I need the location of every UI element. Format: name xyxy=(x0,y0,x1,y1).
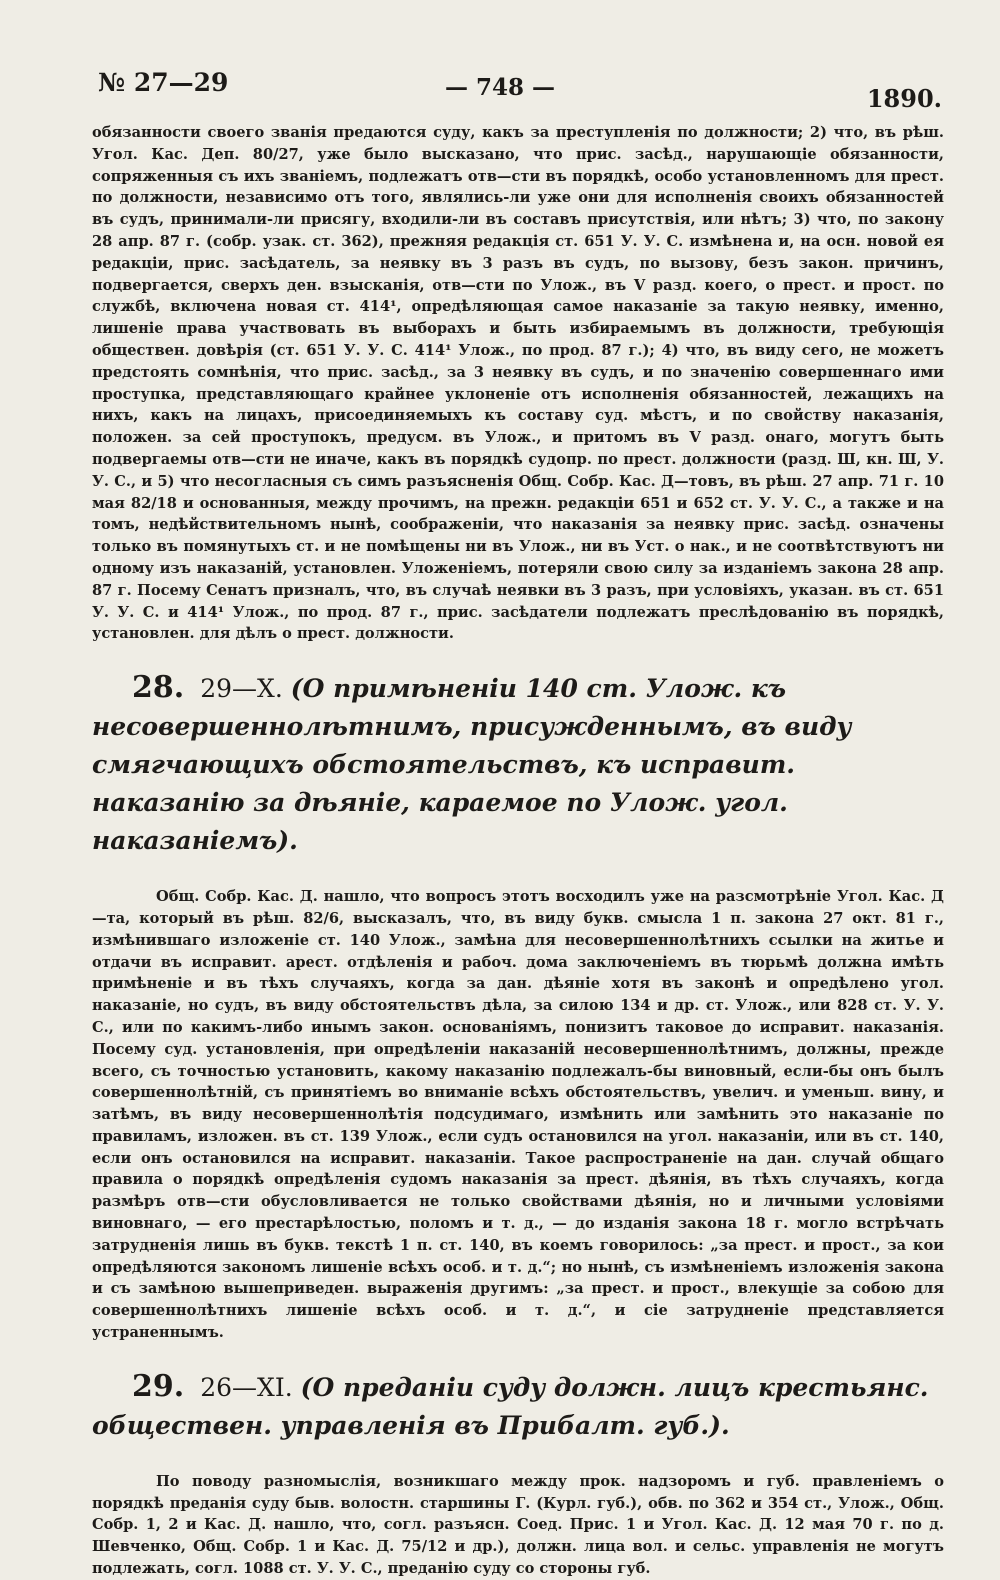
issue-numbers: № 27—29 xyxy=(98,68,229,97)
section-title: (О примѣненіи 140 ст. Улож. къ несовершеннолѣтнимъ, присужденнымъ, въ виду смягчающихъ обстоятельствъ, къ исправит. наказанію за дѣяніе, караемое по Улож. угол. наказаніемъ). xyxy=(92,674,852,856)
section-number: 29. xyxy=(132,1368,185,1404)
year: 1890. xyxy=(866,84,942,113)
paragraph-continuation: обязанности своего званія предаются суду, какъ за преступленія по должности; 2) что, въ рѣш. Угол. Кас. Деп. 80/27, уже было высказано, что прис. засѣд., нарушающіе обязанности, сопряженныя съ ихъ званіемъ, подлежатъ отв—сти въ порядкѣ, особо установленномъ для прест. по должности, независимо отъ того, являлись-ли уже они для исполненія своихъ обязанностей въ судъ, принимали-ли присягу, входили-ли въ составъ присутствія, или нѣтъ; 3) что, по закону 28 апр. 87 г. (собр. узак. ст. 362), прежняя редакція ст. 651 У. У. С. измѣнена и, на осн. новой ея редакціи, прис. засѣдатель, за неявку въ 3 разъ въ судъ, по вызову, безъ закон. причинъ, подвергается, сверхъ ден. взысканія, отв—сти по Улож., въ V разд. коего, о прест. и прост. по службѣ, включена новая ст. 414¹, опредѣляющая самое наказаніе за такую неявку, именно, лишеніе права участвовать въ выборахъ и быть избираемымъ въ должности, требующія обществен. довѣрія (ст. 651 У. У. С. 414¹ Улож., по прод. 87 г.); 4) что, въ виду сего, не можетъ предстоять сомнѣнія, что прис. засѣд., за 3 неявку въ судъ, и по значенію совершеннаго ими проступка, представляющаго крайнее уклоненіе отъ исполненія обязанностей, лежащихъ на нихъ, какъ на лицахъ, присоединяемыхъ къ составу суд. мѣстъ, и по свойству наказанія, положен. за сей проступокъ, предусм. въ Улож., и притомъ въ V разд. онаго, могутъ быть подвергаемы отв—сти не иначе, какъ въ порядкѣ судопр. по прест. должности (разд. Ш, кн. Ш, У. У. С., и 5) что несогласныя съ симъ разъясненія Общ. Собр. Кас. Д—товъ, въ рѣш. 27 апр. 71 г. 10 мая 82/18 и основанныя, между прочимъ, на прежн. редакціи 651 и 652 ст. У. У. С., а также и на томъ, недѣйствительномъ нынѣ, соображеніи, что наказанія за неявку прис. засѣд. означены только въ помянутыхъ ст. и не помѣщены ни въ Улож., ни въ Уст. о нак., и не соотвѣтствуютъ ни одному изъ наказаній, установлен. Уложеніемъ, потеряли свою силу за изданіемъ закона 28 апр. 87 г. Посему Сенатъ призналъ, что, въ случаѣ неявки въ 3 разъ, при условіяхъ, указан. въ ст. 651 У. У. С. и 414¹ Улож., по прод. 87 г., прис. засѣдатели подлежатъ преслѣдованію въ порядкѣ, установлен. для дѣлъ о прест. должности. xyxy=(92,124,944,643)
section-date: 29—X. xyxy=(200,674,283,704)
section-heading-29 xyxy=(92,1368,944,1445)
section-date: 26—XI. xyxy=(200,1372,293,1402)
page-number: — 748 — xyxy=(444,74,556,101)
page-header xyxy=(0,64,1000,113)
section-number: 28. xyxy=(132,670,185,706)
paragraph-29: По поводу разномыслія, возникшаго между прок. надзоромъ и губ. правленіемъ о порядкѣ преданія суду быв. волостн. старшины Г. (Курл. губ.), обв. по 362 и 354 ст., Улож., Общ. Собр. 1, 2 и Кас. Д. нашло, что, согл. разъясн. Соед. Прис. 1 и Угол. Кас. Д. 12 мая 70 г. по д. Шевченко, Общ. Собр. 1 и Кас. Д. 75/12 и др.), должн. лица вол. и сельс. управленія не могутъ подлежать, согл. 1088 ст. У. У. С., преданію суду со стороны губ. xyxy=(92,1472,944,1578)
section-heading-28 xyxy=(92,669,944,860)
section-title: (О преданіи суду должн. лицъ крестьянс. обществен. управленія въ Прибалт. губ.). xyxy=(92,1372,929,1440)
page-body xyxy=(92,122,944,1580)
paragraph-28: Общ. Собр. Кас. Д. нашло, что вопросъ этотъ восходилъ уже на разсмотрѣніе Угол. Кас. Д—та, который въ рѣш. 82/6, высказалъ, что, въ виду букв. смысла 1 п. закона 27 окт. 81 г., измѣнившаго изложеніе ст. 140 Улож., замѣна для несовершеннолѣтнихъ ссылки на житье и отдачи въ исправит. арест. отдѣленія и рабоч. дома заключеніемъ въ тюрьмѣ должна имѣть примѣненіе и въ тѣхъ случаяхъ, когда за дан. дѣяніе хотя въ законѣ и опредѣлено угол. наказаніе, но судъ, въ виду обстоятельствъ дѣла, за силою 134 и др. ст. Улож., или 828 ст. У. У. С., или по какимъ-либо инымъ закон. основаніямъ, понизитъ таковое до исправит. наказанія. Посему суд. установленія, при опредѣленіи наказаній несовершеннолѣтнимъ, должны, прежде всего, съ точностью установить, какому наказанію подлежалъ-бы виновный, если-бы онъ былъ совершеннолѣтній, съ принятіемъ во вниманіе всѣхъ обстоятельствъ, увелич. и уменьш. вину, и затѣмъ, въ виду несовершеннолѣтія подсудимаго, измѣнить или замѣнить это наказаніе по правиламъ, изложен. въ ст. 139 Улож., если судъ остановился на угол. наказаніи, или въ ст. 140, если онъ остановился на исправит. наказаніи. Такое распространеніе на дан. случай общаго правила о порядкѣ опредѣленія судомъ наказанія за прест. дѣянія, въ тѣхъ случаяхъ, когда размѣръ отв—сти обусловливается не только свойствами дѣянія, но и личными условіями виновнаго, — его престарѣлостью, поломъ и т. д., — до изданія закона 18 г. могло встрѣчать затрудненія лишь въ букв. текстѣ 1 п. ст. 140, въ коемъ говорилось: „за прест. и прост., за кои опредѣляются закономъ лишеніе всѣхъ особ. и т. д.“; но нынѣ, съ измѣненіемъ изложенія закона и съ замѣною вышеприведен. выраженія другимъ: „за прест. и прост., влекущіе за собою для совершеннолѣтнихъ лишеніе всѣхъ особ. и т. д.“, и сіе затрудненіе представляется устраненнымъ. xyxy=(92,888,944,1342)
